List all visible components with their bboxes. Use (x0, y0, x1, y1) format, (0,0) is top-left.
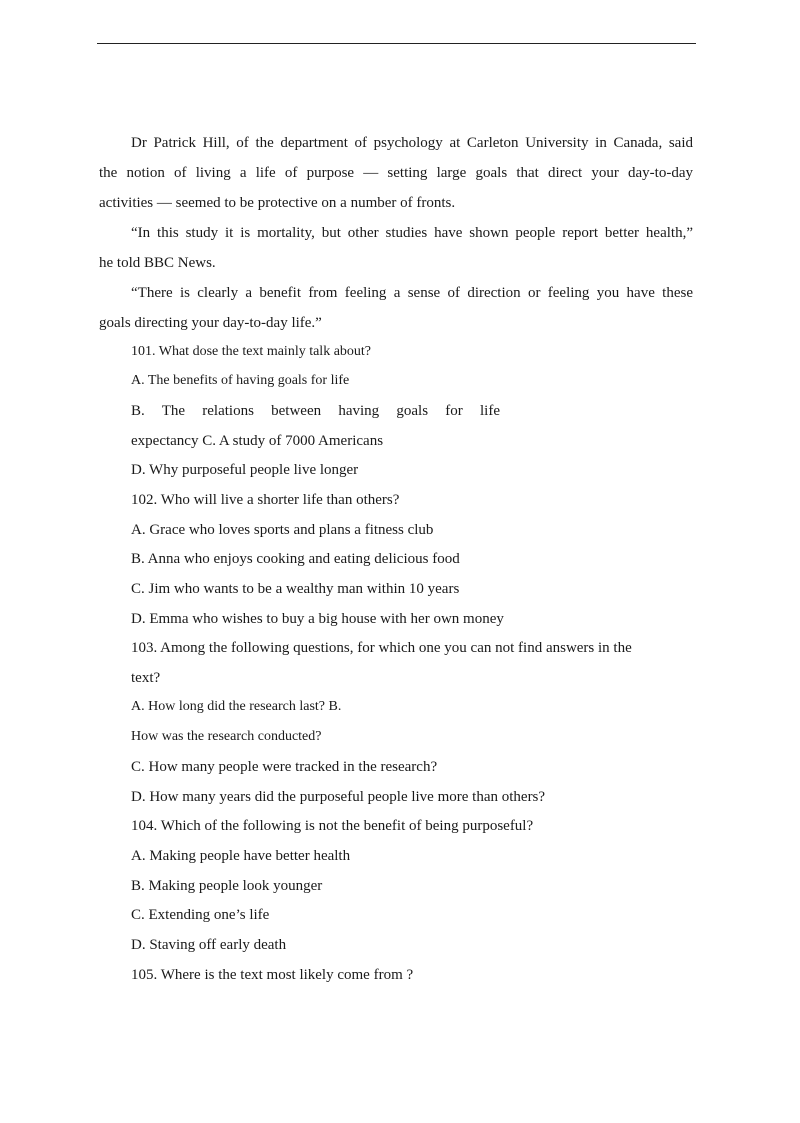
question-103-option-d: D. How many years did the purposeful people live more than others? (131, 789, 546, 805)
question-103-stem-line1: 103. Among the following questions, for which one you can not find answers in the (131, 640, 632, 656)
question-104-stem: 104. Which of the following is not the benefit of being purposeful? (131, 818, 534, 834)
passage-p1-line1: Dr Patrick Hill, of the department of psychology at Carleton University in Canada, said (131, 135, 693, 151)
question-102-option-c: C. Jim who wants to be a wealthy man within 10 years (131, 581, 460, 597)
question-104-option-d: D. Staving off early death (131, 937, 287, 953)
question-102-option-a: A. Grace who loves sports and plans a fitness club (131, 522, 434, 538)
question-103-option-b-line2: How was the research conducted? (131, 729, 322, 744)
question-103-option-a-b-line1: A. How long did the research last? B. (131, 699, 342, 714)
question-104-option-c: C. Extending one’s life (131, 907, 270, 923)
question-103-stem-line2: text? (131, 670, 161, 686)
passage-p1-line3: activities — seemed to be protective on a number of fronts. (99, 195, 456, 211)
question-102-stem: 102. Who will live a shorter life than others? (131, 492, 400, 508)
passage-p1-line2: the notion of living a life of purpose — setting large goals that direct your day-to-day (99, 165, 693, 181)
passage-p3-line1: “There is clearly a benefit from feeling a sense of direction or feeling you have these (131, 285, 693, 301)
question-101-option-a: A. The benefits of having goals for life (131, 373, 350, 388)
question-105-stem: 105. Where is the text most likely come from ? (131, 967, 414, 983)
question-104-option-a: A. Making people have better health (131, 848, 351, 864)
question-102-option-b: B. Anna who enjoys cooking and eating delicious food (131, 551, 460, 567)
question-103-option-c: C. How many people were tracked in the research? (131, 759, 438, 775)
question-101-option-b-line1: B. The relations between having goals for life (131, 403, 500, 419)
question-104-option-b: B. Making people look younger (131, 878, 323, 894)
question-101-option-b-line2: expectancy C. A study of 7000 Americans (131, 433, 384, 449)
question-102-option-d: D. Emma who wishes to buy a big house with her own money (131, 611, 504, 627)
passage-p2-line2: he told BBC News. (99, 255, 216, 271)
header-rule (97, 43, 696, 44)
passage-p2-line1: “In this study it is mortality, but other studies have shown people report better health,” (131, 225, 693, 241)
question-101-option-d: D. Why purposeful people live longer (131, 462, 359, 478)
question-101-stem: 101. What dose the text mainly talk about? (131, 344, 372, 359)
passage-p3-line2: goals directing your day-to-day life.” (99, 315, 322, 331)
